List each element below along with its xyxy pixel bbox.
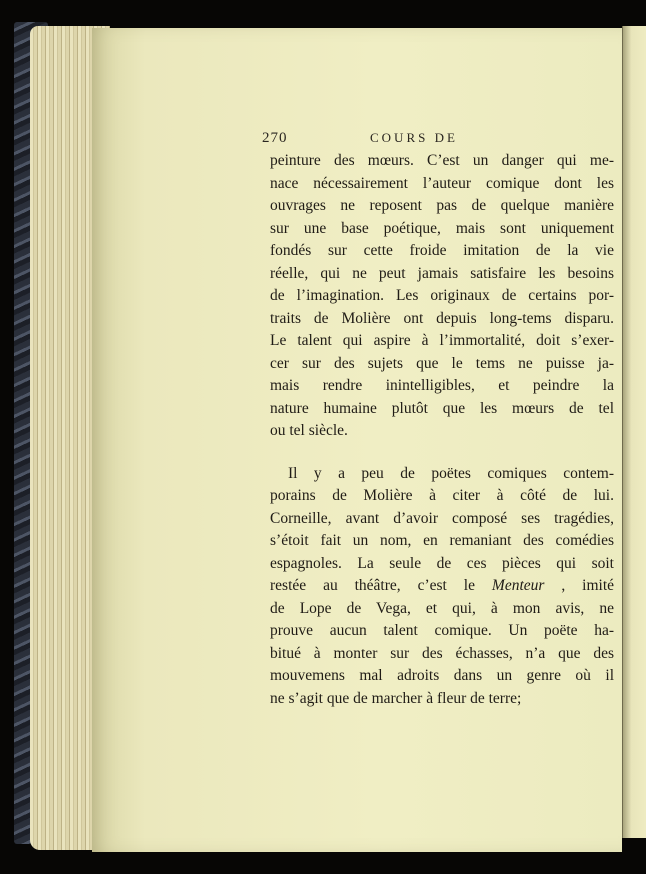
text-line: mais rendre inintelligibles, et peindre la [270,377,614,394]
text-line: ne s’agit que de marcher à fleur de terre; [270,689,522,707]
text-line: fondés sur cette froide imitation de la vie [270,242,614,259]
paragraph-1 [270,150,614,443]
text-line: s’étoit fait un nom, en remaniant des comédies [270,532,614,549]
text-fragment: , imité [561,577,615,594]
text-line: de l’imagination. Les originaux de certains por- [270,287,614,304]
paragraph-2 [270,463,614,711]
text-line: sur une base poétique, mais sont uniquement [270,219,614,237]
text-line: bitué à monter sur des échasses, n’a que des [270,644,614,662]
text-line: espagnoles. La seule de ces pièces qui soit [270,554,614,572]
text-line: porains de Molière à citer à côté de lui. [270,487,614,504]
running-head: COURS DE [370,130,458,145]
text-line: réelle, qui ne peut jamais satisfaire les besoins [270,264,614,282]
text-line: nature humaine plutôt que les mœurs de tel [270,399,614,417]
text-line: prouve aucun talent comique. Un poëte ha- [270,622,614,639]
text-line: ouvrages ne reposent pas de quelque manière [270,197,614,214]
text-line: cer sur des sujets que le tems ne puisse ja- [270,354,614,372]
text-line: de Lope de Vega, et qui, à mon avis, ne [270,599,614,617]
paragraph-gap [270,443,614,463]
text-line-with-italic [270,575,614,598]
body-text [270,150,614,710]
text-line: Il y a peu de poëtes comiques contem- [288,464,614,482]
page-number: 270 [262,130,288,146]
text-line: peinture des mœurs. C’est un danger qui me- [270,152,614,169]
text-line: Corneille, avant d’avoir composé ses tragédies, [270,509,614,527]
text-line: traits de Molière ont depuis long-tems disparu. [270,309,614,327]
text-line: Le talent qui aspire à l’immortalité, doit s’exer- [270,332,614,349]
text-fragment: restée au théâtre, c’est le [270,577,475,594]
italic-title: Menteur [491,577,545,594]
page-header [262,130,622,150]
text-line: mouvemens mal adroits dans un genre où il [270,667,614,684]
adjacent-page-edge [622,26,646,838]
text-line: ou tel siècle. [270,422,348,439]
text-line: nace nécessairement l’auteur comique dont les [270,174,614,192]
